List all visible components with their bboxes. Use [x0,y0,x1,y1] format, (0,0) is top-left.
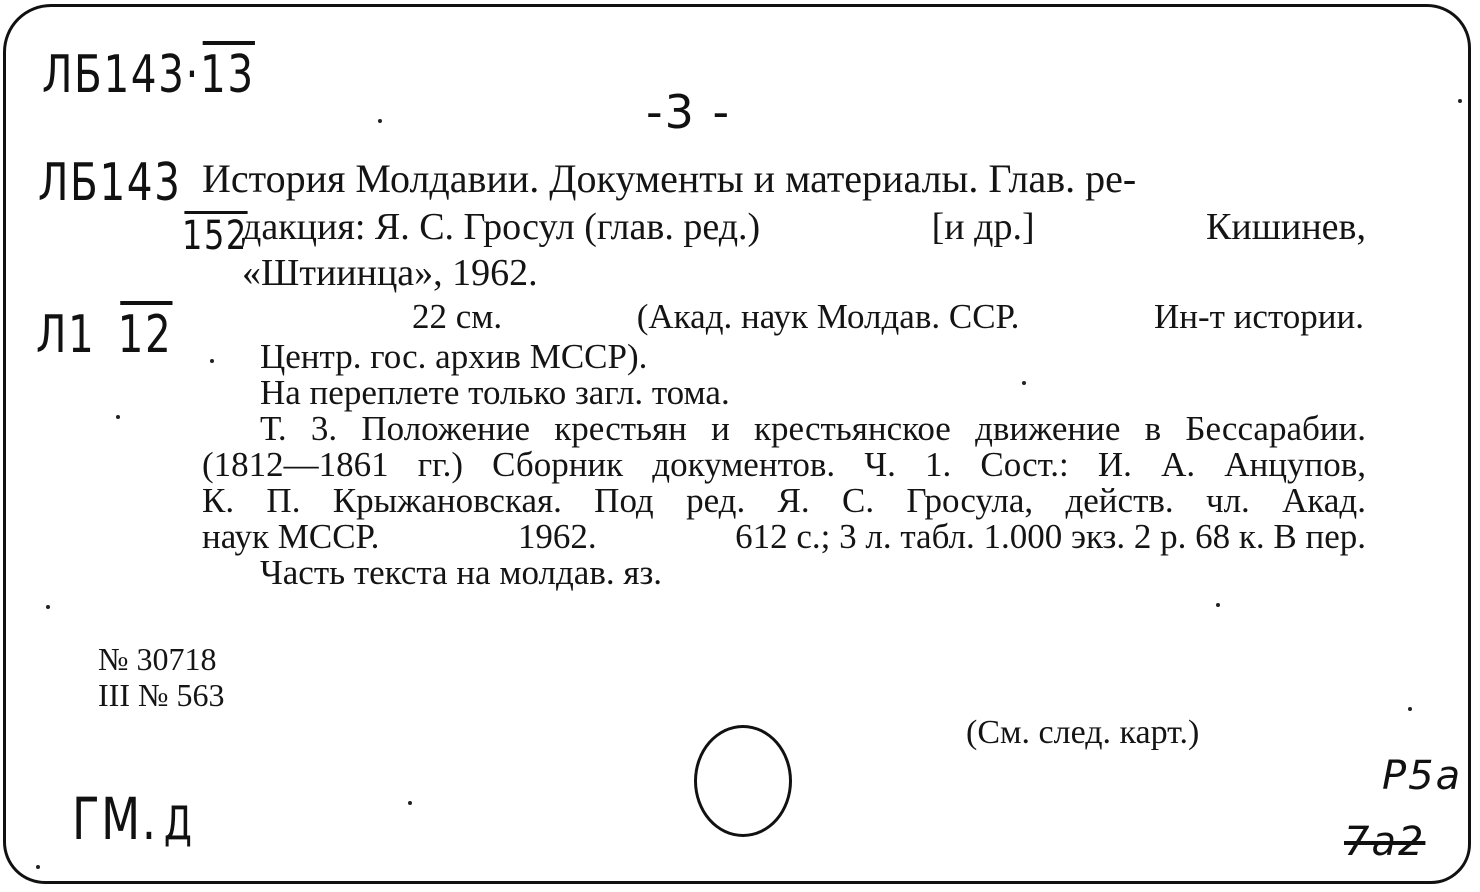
handwritten-call-number-main: ЛБ143 [38,153,182,213]
entry-editor-others: [и др.] [931,206,1035,248]
speck [1022,381,1026,385]
entry-imprint-line [202,517,1366,557]
entry-size-line [412,297,1364,337]
entry-language-note: Часть текста на молдав. яз. [260,553,663,592]
entry-institute: Ин-т истории. [1153,297,1364,336]
entry-place: Кишинев, [1206,206,1366,248]
entry-editor-text: дакция: Я. С. Гросул (глав. ред.) [242,206,761,248]
handwritten-bottom-right-bottom: 7а2 [1344,819,1426,865]
entry-binding-note: На переплете только загл. тома. [260,373,730,412]
entry-volume-title: Т. 3. Положение крестьян и крестьянское движение в Бессарабии. [260,409,1366,448]
entry-volume-subtitle: (1812—1861 гг.) Сборник документов. Ч. 1. Сост.: И. А. Анцупов, [202,445,1366,484]
continued-note: (См. след. карт.) [966,714,1200,751]
handwritten-shelf-prefix: Л1 [36,305,96,365]
handwritten-bottom-left-mark [72,785,194,853]
speck [1216,603,1220,607]
entry-institution: (Акад. наук Молдав. ССР. [636,297,1020,336]
entry-imprint-details: 612 с.; 3 л. табл. 1.000 экз. 2 р. 68 к. В пер. [735,517,1366,556]
inventory-number: III № 563 [98,677,225,713]
speck [408,801,412,805]
entry-imprint-year: 1962. [517,517,597,556]
speck [116,415,120,419]
entry-size: 22 см. [412,297,503,336]
entry-title-line: История Молдавии. Документы и материалы. Глав. ре- [202,156,1137,201]
handwritten-call-number-sub-text: 152 [182,213,248,259]
accession-number: № 30718 [98,641,217,677]
speck [46,605,50,609]
speck [1408,707,1412,711]
entry-editor-line [242,207,1366,247]
handwritten-page-mark: -3 - [646,85,732,139]
entry-publisher-line: «Штиинца», 1962. [242,252,538,294]
handwritten-bottom-left-text: ГМ. [72,785,158,853]
handwritten-shelf-mark [36,305,172,365]
handwritten-volume-top-text: 13 [199,45,255,105]
speck [378,119,382,123]
handwritten-bottom-right-top: Р5а [1382,753,1463,799]
entry-archive-line: Центр. гос. архив МССР). [260,337,648,376]
speck [36,865,40,869]
handwritten-call-number-top-text: ЛБ143 [42,45,186,105]
entry-imprint-academy: наук МССР. [202,517,380,556]
speck [210,359,214,363]
speck [1458,99,1462,103]
handwritten-bottom-left-d: Д [163,796,194,850]
handwritten-volume-top [200,45,255,105]
handwritten-call-number-sub [182,213,248,259]
handwritten-call-number-top: ЛБ143· 13 [42,45,255,105]
catalog-card [3,4,1471,884]
handwritten-shelf-volume-text: 12 [117,305,173,365]
entry-volume-editors: К. П. Крыжановская. Под ред. Я. С. Гросула, действ. чл. Акад. [202,481,1366,520]
handwritten-shelf-volume [118,305,173,365]
punch-hole-circle [694,725,792,837]
